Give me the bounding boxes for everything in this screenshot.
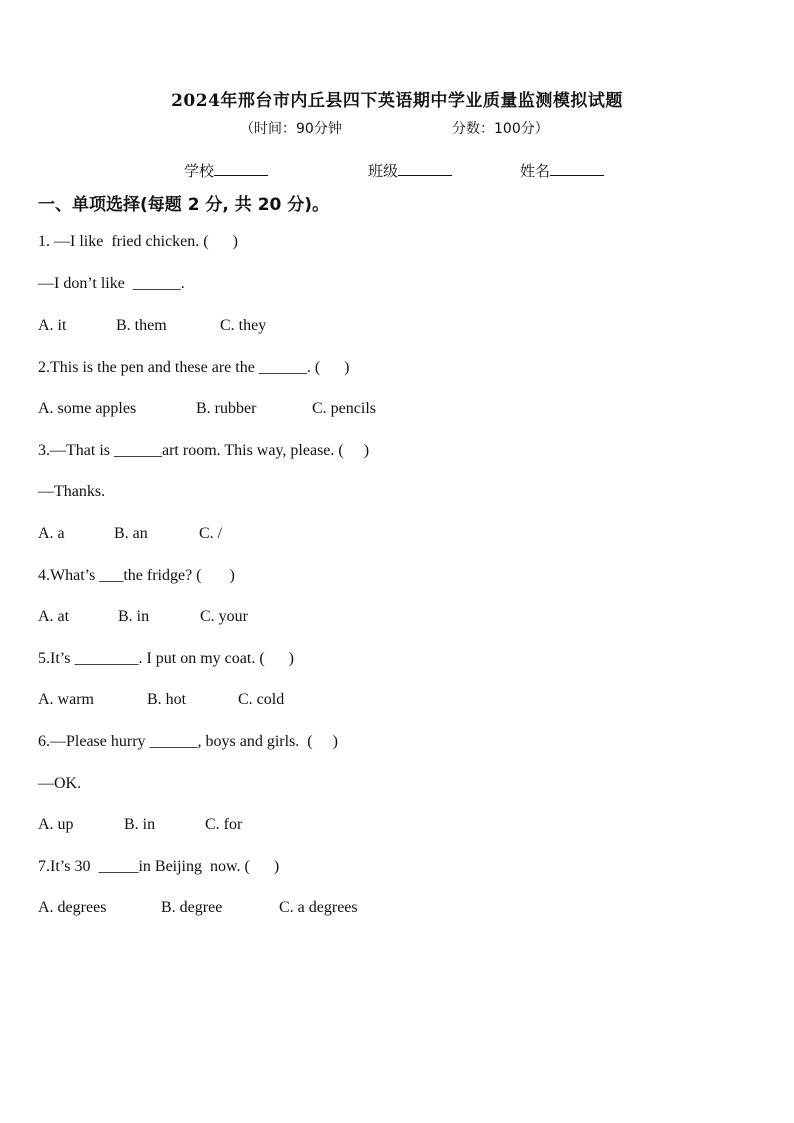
question-1-option-b: B. them xyxy=(116,317,167,334)
exam-time: （时间：90分钟 xyxy=(240,121,342,137)
question-4-stem: 4.What’s ___the fridge? ( ) xyxy=(38,567,235,584)
question-1-stem: 1. —I like fried chicken. ( ) xyxy=(38,233,238,250)
question-7-option-a: A. degrees xyxy=(38,899,107,916)
section-title: 一、单项选择(每题 2 分, 共 20 分)。 xyxy=(38,195,330,215)
question-4-option-c: C. your xyxy=(200,608,248,625)
question-3-option-c: C. / xyxy=(199,525,223,542)
question-7-stem: 7.It’s 30 _____in Beijing now. ( ) xyxy=(38,858,280,875)
question-3-reply: —Thanks. xyxy=(38,483,106,500)
school-field xyxy=(184,160,268,181)
class-label: 班级 xyxy=(368,162,399,180)
question-5-option-a: A. warm xyxy=(38,691,94,708)
question-4-option-b: B. in xyxy=(118,608,150,625)
exam-score: 分数：100分） xyxy=(452,121,549,137)
question-5-option-b: B. hot xyxy=(147,691,187,708)
question-1-option-c: C. they xyxy=(220,317,267,334)
question-3-stem: 3.—That is ______art room. This way, please. ( ) xyxy=(38,442,370,459)
question-4-option-a: A. at xyxy=(38,608,70,625)
question-1-reply: —I don’t like ______. xyxy=(38,275,185,292)
class-field xyxy=(368,160,452,181)
question-2-option-b: B. rubber xyxy=(196,400,257,417)
question-6-stem: 6.—Please hurry ______, boys and girls. ( ) xyxy=(38,733,338,750)
school-label: 学校 xyxy=(184,162,215,180)
question-2-option-a: A. some apples xyxy=(38,400,137,417)
question-6-option-a: A. up xyxy=(38,816,74,833)
question-1-option-a: A. it xyxy=(38,317,67,334)
name-blank xyxy=(550,161,604,176)
question-2-stem: 2.This is the pen and these are the ______. ( ) xyxy=(38,359,350,376)
question-3-option-b: B. an xyxy=(114,525,148,542)
question-6-option-c: C. for xyxy=(205,816,243,833)
name-field xyxy=(520,160,604,181)
school-blank xyxy=(214,161,268,176)
page-title: 2024年邢台市内丘县四下英语期中学业质量监测模拟试题 xyxy=(171,91,623,111)
question-5-option-c: C. cold xyxy=(238,691,285,708)
question-3-option-a: A. a xyxy=(38,525,65,542)
question-7-option-c: C. a degrees xyxy=(279,899,358,916)
question-5-stem: 5.It’s ________. I put on my coat. ( ) xyxy=(38,650,294,667)
question-6-reply: —OK. xyxy=(38,775,82,792)
question-7-option-b: B. degree xyxy=(161,899,223,916)
class-blank xyxy=(398,161,452,176)
question-6-option-b: B. in xyxy=(124,816,156,833)
name-label: 姓名 xyxy=(520,162,551,180)
question-2-option-c: C. pencils xyxy=(312,400,376,417)
